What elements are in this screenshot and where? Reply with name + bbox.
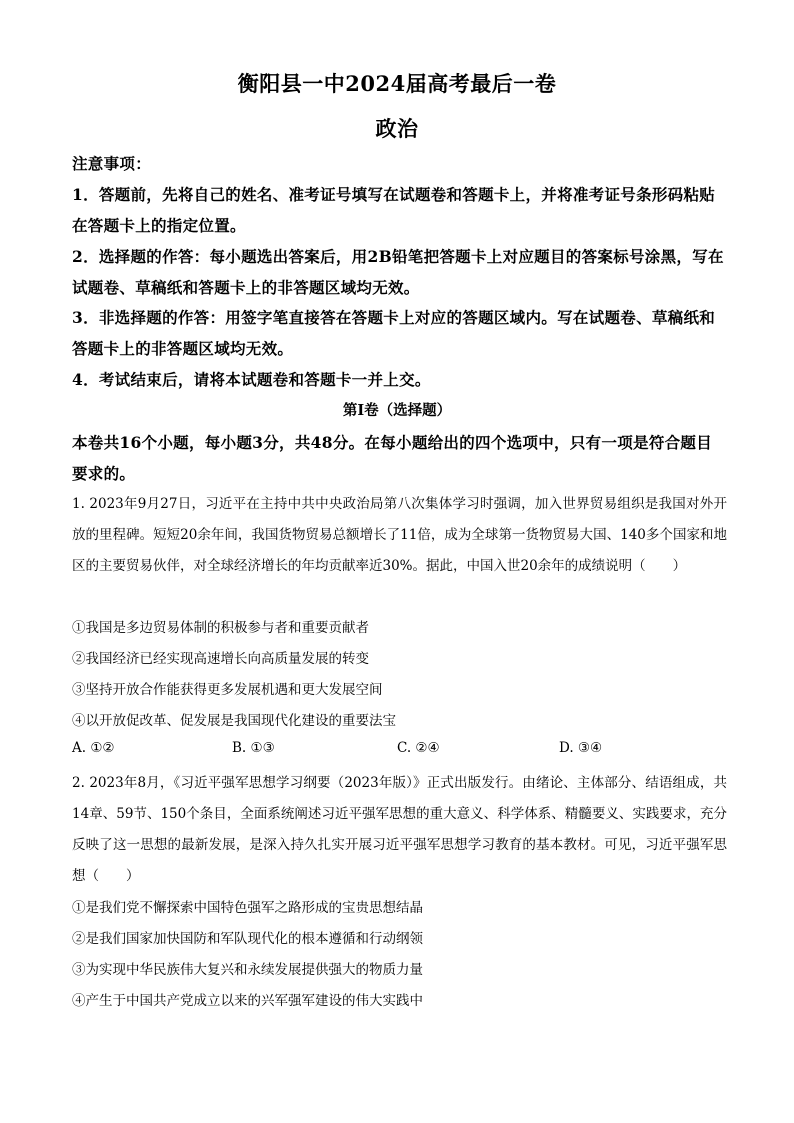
exam-title: 衡阳县一中2024届高考最后一卷 bbox=[237, 71, 557, 96]
choice-c[interactable]: C. ②④ bbox=[397, 740, 440, 756]
question-2-statement-4: ④产生于中国共产党成立以来的兴军强军建设的伟大实践中 bbox=[72, 993, 423, 1009]
section-heading: 第Ⅰ卷（选择题） bbox=[342, 402, 452, 419]
question-2-statement-2: ②是我们国家加快国防和军队现代化的根本遵循和行动纲领 bbox=[72, 931, 423, 947]
notes-heading: 注意事项： bbox=[72, 154, 152, 173]
question-1-statement-4: ④以开放促改革、促发展是我国现代化建设的重要法宝 bbox=[72, 713, 396, 729]
choice-b[interactable]: B. ①③ bbox=[232, 740, 275, 756]
question-1-choices bbox=[72, 740, 727, 764]
section-instructions: 本卷共16个小题，每小题3分，共48分。在每小题给出的四个选项中，只有一项是符合题目要求的。 bbox=[72, 433, 713, 483]
note-item-2: 2．选择题的作答：每小题选出答案后，用2B铅笔把答题卡上对应题目的答案标号涂黑，写在试题卷、草稿纸和答题卡上的非答题区域均无效。 bbox=[72, 247, 724, 297]
question-1-statement-2: ②我国经济已经实现高速增长向高质量发展的转变 bbox=[72, 651, 369, 667]
subject-title: 政治 bbox=[375, 116, 419, 141]
choice-d[interactable]: D. ③④ bbox=[559, 740, 603, 756]
note-item-4: 4．考试结束后，请将本试题卷和答题卡一并上交。 bbox=[72, 370, 431, 389]
question-2-stem: 2. 2023年8月，《习近平强军思想学习纲要（2023年版）》正式出版发行。由绪论、主体部分、结语组成，共14章、59节、150个条目，全面系统阐述习近平强军思想的重大意义、科学体系、精髓要义、实践要求，充分反映了这一思想的最新发展，是深入持久扎实开展习近平强军思想学习教育的基本教材。可见，习近平强军思想（ ） bbox=[72, 775, 727, 884]
question-1-statement-3: ③坚持开放合作能获得更多发展机遇和更大发展空间 bbox=[72, 682, 383, 698]
question-1-statement-1: ①我国是多边贸易体制的积极参与者和重要贡献者 bbox=[72, 620, 369, 636]
question-2-statement-3: ③为实现中华民族伟大复兴和永续发展提供强大的物质力量 bbox=[72, 962, 423, 978]
note-item-1: 1．答题前，先将自己的姓名、准考证号填写在试题卷和答题卡上，并将准考证号条形码粘贴在答题卡上的指定位置。 bbox=[72, 185, 716, 235]
question-2-statement-1: ①是我们党不懈探索中国特色强军之路形成的宝贵思想结晶 bbox=[72, 900, 423, 916]
choice-a[interactable]: A. ①② bbox=[72, 740, 115, 756]
note-item-3: 3．非选择题的作答：用签字笔直接答在答题卡上对应的答题区域内。写在试题卷、草稿纸和答题卡上的非答题区域均无效。 bbox=[72, 308, 716, 358]
question-1-stem: 1. 2023年9月27日，习近平在主持中共中央政治局第八次集体学习时强调，加入世界贸易组织是我国对外开放的里程碑。短短20余年间，我国货物贸易总额增长了11倍，成为全球第一货物贸易大国、140多个国家和地区的主要贸易伙伴，对全球经济增长的年均贡献率近30%。据此，中国入世20余年的成绩说明（ ） bbox=[72, 496, 727, 574]
